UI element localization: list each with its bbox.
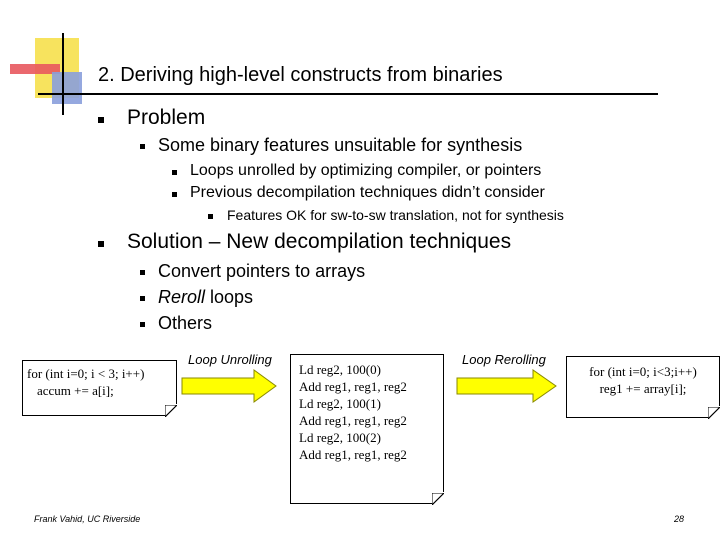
code-line: for (int i=0; i<3;i++) [589, 364, 697, 379]
loop-unrolling-label: Loop Unrolling [188, 352, 272, 367]
page-number: 28 [674, 514, 685, 524]
loops-word: loops [205, 287, 254, 307]
bullet-problem-sub1: Some binary features unsuitable for synthesis [158, 135, 523, 155]
bullet-marker [98, 117, 104, 123]
bullet-marker [140, 270, 145, 275]
bullet-marker [140, 296, 145, 301]
bullet-marker [140, 322, 145, 327]
asm-line: Ld reg2, 100(0) [299, 362, 381, 377]
right-arrow-icon [455, 368, 560, 404]
bullet-problem-sub1-b-i: Features OK for sw-to-sw translation, not for synthesis [227, 207, 564, 223]
decor-blue-square [52, 72, 82, 104]
bullet-solution: Solution – New decompilation techniques [127, 230, 512, 253]
bullet-marker [208, 214, 213, 219]
bullet-marker [140, 144, 145, 149]
loop-rerolling-label: Loop Rerolling [462, 352, 546, 367]
bullet-solution-sub2 [158, 287, 253, 308]
bullet-marker [172, 170, 177, 175]
code-line: for (int i=0; i < 3; i++) [27, 366, 145, 381]
page-fold [432, 492, 444, 504]
asm-line: Ld reg2, 100(2) [299, 430, 381, 445]
asm-line: Add reg1, reg1, reg2 [299, 413, 407, 428]
bullet-problem: Problem [127, 106, 206, 129]
bullet-marker [172, 192, 177, 197]
bullet-marker [98, 241, 104, 247]
footer-author: Frank Vahid, UC Riverside [34, 514, 141, 524]
source-code-box [22, 360, 177, 416]
reroll-word: Reroll [158, 287, 206, 307]
page-fold [708, 406, 720, 418]
bullet-solution-sub1: Convert pointers to arrays [158, 261, 366, 281]
asm-line: Add reg1, reg1, reg2 [299, 379, 407, 394]
asm-line: Add reg1, reg1, reg2 [299, 447, 407, 462]
code-line: accum += a[i]; [37, 383, 114, 398]
right-arrow-icon [180, 368, 280, 404]
assembly-code-box [290, 354, 444, 504]
bullet-problem-sub1-a: Loops unrolled by optimizing compiler, or pointers [190, 162, 542, 179]
code-line: reg1 += array[i]; [599, 381, 687, 396]
slide-title: 2. Deriving high-level constructs from binaries [98, 64, 503, 86]
title-underline [38, 93, 658, 95]
page-fold [165, 404, 177, 416]
decor-vertical-line [62, 33, 64, 115]
asm-line: Ld reg2, 100(1) [299, 396, 381, 411]
bullet-solution-sub3: Others [158, 313, 213, 333]
rerolled-code-box [566, 356, 720, 418]
bullet-problem-sub1-b: Previous decompilation techniques didn’t consider [190, 184, 545, 201]
